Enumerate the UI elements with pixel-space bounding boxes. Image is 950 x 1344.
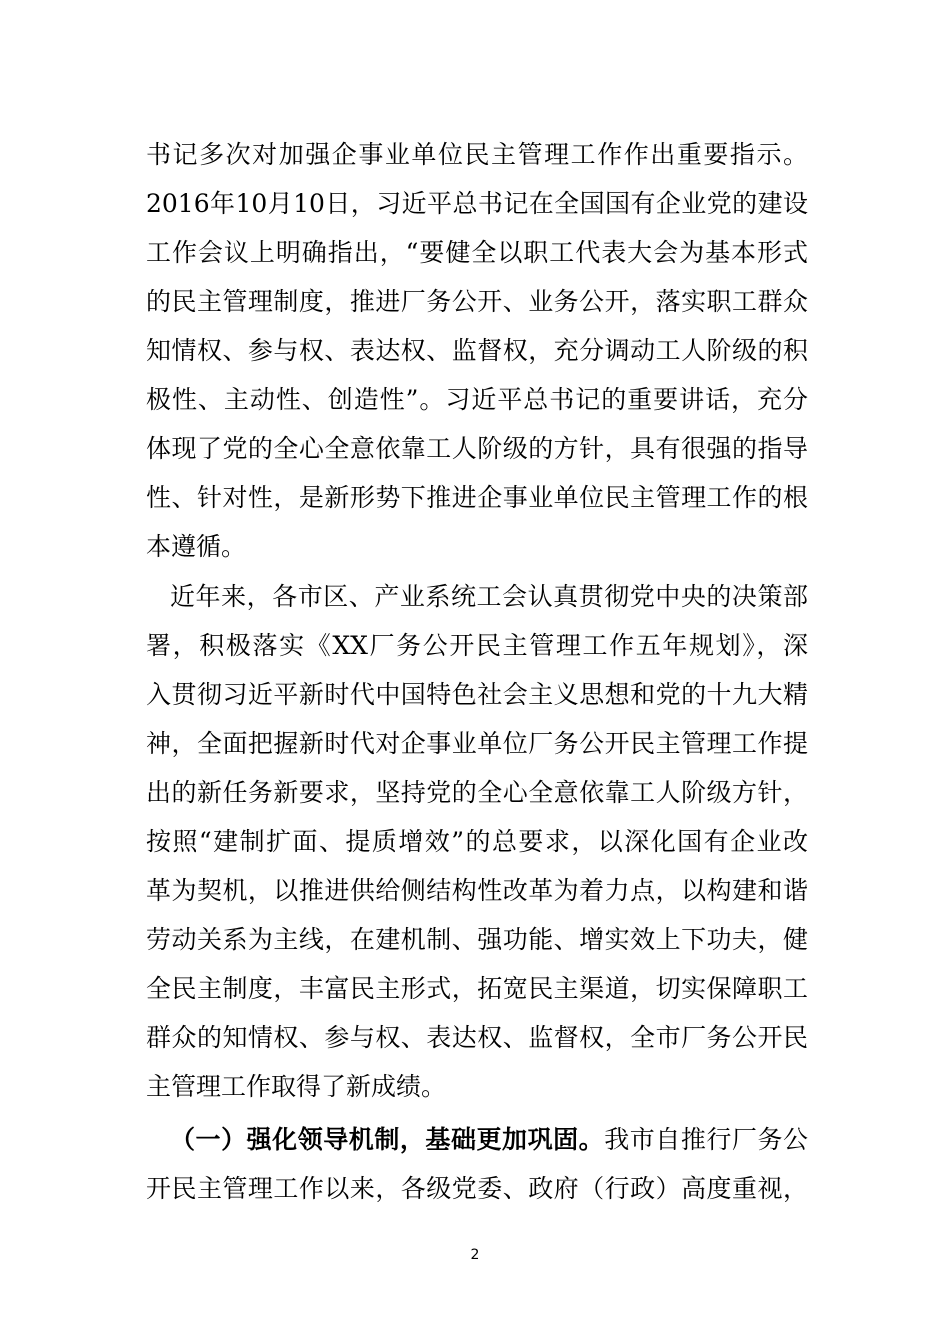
text-line: 全民主制度，丰富民主形式，拓宽民主渠道，切实保障职工: [146, 974, 808, 1003]
text-line: 群众的知情权、参与权、表达权、监督权，全市厂务公开民: [146, 1023, 808, 1052]
text-line: 书记多次对加强企事业单位民主管理工作作出重要指示。: [146, 140, 808, 169]
text-line: 本遵循。: [146, 532, 247, 561]
text-line: 极性、主动性、创造性”。习近平总书记的重要讲话，充分: [146, 385, 808, 414]
text-line: 劳动关系为主线，在建机制、强功能、增实效上下功夫，健: [146, 925, 808, 954]
text-line: 开民主管理工作以来，各级党委、政府（行政）高度重视，: [146, 1174, 808, 1203]
text-line: 神，全面把握新时代对企事业单位厂务公开民主管理工作提: [146, 729, 808, 758]
section-heading-continuation: 我市自推行厂务公: [604, 1125, 808, 1154]
section-heading-line: [146, 1125, 808, 1155]
text-line: 2016年10月10日，习近平总书记在全国国有企业党的建设: [146, 189, 808, 218]
section-heading: （一）强化领导机制，基础更加巩固。: [170, 1125, 605, 1154]
text-line: 知情权、参与权、表达权、监督权，充分调动工人阶级的积: [146, 336, 808, 365]
text-line: 体现了党的全心全意依靠工人阶级的方针，具有很强的指导: [146, 434, 808, 463]
text-line: 出的新任务新要求，坚持党的全心全意依靠工人阶级方针，: [146, 778, 808, 807]
text-line: 署，积极落实《XX厂务公开民主管理工作五年规划》，深: [146, 631, 808, 660]
text-line: 按照“建制扩面、提质增效”的总要求，以深化国有企业改: [146, 827, 808, 856]
text-line: 工作会议上明确指出，“要健全以职工代表大会为基本形式: [146, 238, 808, 267]
text-line: 的民主管理制度，推进厂务公开、业务公开，落实职工群众: [146, 287, 808, 316]
page-number: 2: [470, 1247, 480, 1263]
text-line: 革为契机，以推进供给侧结构性改革为着力点，以构建和谐: [146, 876, 808, 905]
text-line: 主管理工作取得了新成绩。: [146, 1072, 447, 1101]
text-line: 性、针对性，是新形势下推进企事业单位民主管理工作的根: [146, 483, 808, 512]
text-line: 入贯彻习近平新时代中国特色社会主义思想和党的十九大精: [146, 680, 808, 709]
text-line: 近年来，各市区、产业系统工会认真贯彻党中央的决策部: [170, 582, 808, 611]
